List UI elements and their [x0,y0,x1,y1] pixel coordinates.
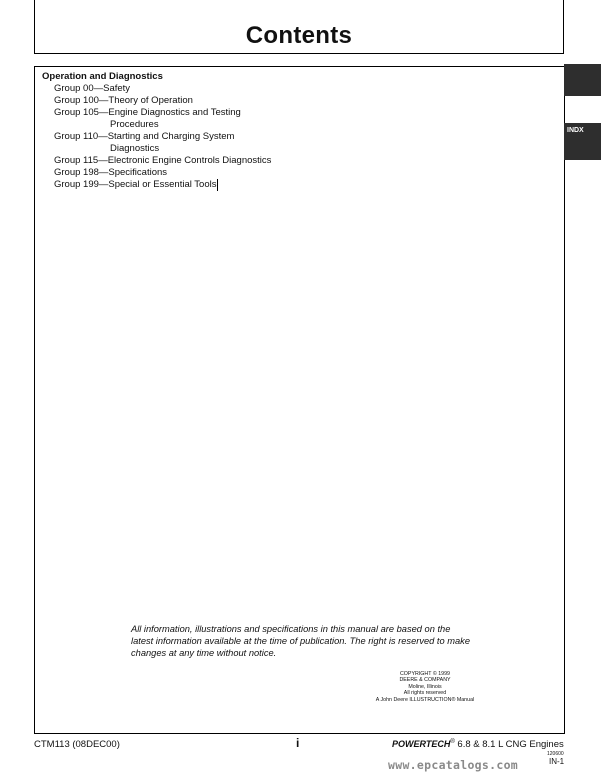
brand-registered-mark: ® [450,739,455,745]
toc-separator: — [98,155,108,166]
toc-group-number: Group 199 [54,179,99,190]
company-line: DEERE & COMPANY [399,677,451,684]
toc-entry[interactable] [54,155,271,167]
title-rule [34,53,564,54]
toc-group-number: Group 198 [54,167,99,178]
footer-title [392,739,564,750]
section-heading: Operation and Diagnostics [42,71,163,82]
toc-title: Safety [103,83,131,94]
text-cursor [217,179,218,191]
toc-separator: — [93,83,104,94]
toc-title: Theory of Operation [108,95,193,106]
section-tab[interactable] [564,64,601,96]
copyright-block [360,671,490,703]
toc-separator: — [98,107,109,118]
toc-title: Electronic Engine Controls Diagnostics [107,155,272,166]
toc-separator: — [98,95,109,106]
manual-code: CTM113 (08DEC00) [34,739,120,750]
brand-logo: POWERTECH [392,739,451,749]
roman-page-number: i [296,736,300,750]
toc-title: Starting and Charging System [107,131,235,142]
engine-title: 6.8 & 8.1 L CNG Engines [457,739,564,750]
page-title: Contents [245,22,353,49]
manual-type-line: A John Deere ILLUSTRUCTION® Manual [375,696,475,703]
index-tab-label: INDX [567,127,584,134]
toc-group-number: Group 105 [54,107,99,118]
toc-separator: — [98,131,108,142]
toc-entry[interactable] [54,107,271,119]
rights-line: All rights reserved [403,690,447,697]
copyright-line: COPYRIGHT © 1999 [399,671,451,677]
index-tab[interactable] [564,123,601,160]
watermark: www.epcatalogs.com [388,758,519,772]
toc-group-number: Group 110 [54,131,99,142]
toc-group-number: Group 115 [54,155,99,166]
location-line: Moline, Illinois [408,683,442,690]
toc-separator: — [98,167,109,178]
page-number: IN-1 [549,757,565,766]
toc-entry[interactable] [54,131,271,143]
toc-title-continuation: Diagnostics [110,143,160,154]
toc-separator: — [98,179,109,190]
toc-title: Engine Diagnostics and Testing [108,107,241,118]
toc-title: Specifications [108,167,168,178]
toc-entry[interactable] [54,83,271,95]
toc-entry[interactable] [54,179,271,191]
toc-group-number: Group 00 [54,83,94,94]
publication-notice: All information, illustrations and specifications in this manual are based on the latest information available at the time of publication. The right is reserved to make changes at any time without notice. [131,624,470,658]
table-of-contents [54,83,271,191]
date-code: 120600 [547,751,564,757]
toc-entry[interactable] [54,167,271,179]
toc-title: Special or Essential Tools [108,179,217,190]
toc-title-continuation: Procedures [110,119,159,130]
toc-entry[interactable] [54,95,271,107]
toc-group-number: Group 100 [54,95,99,106]
